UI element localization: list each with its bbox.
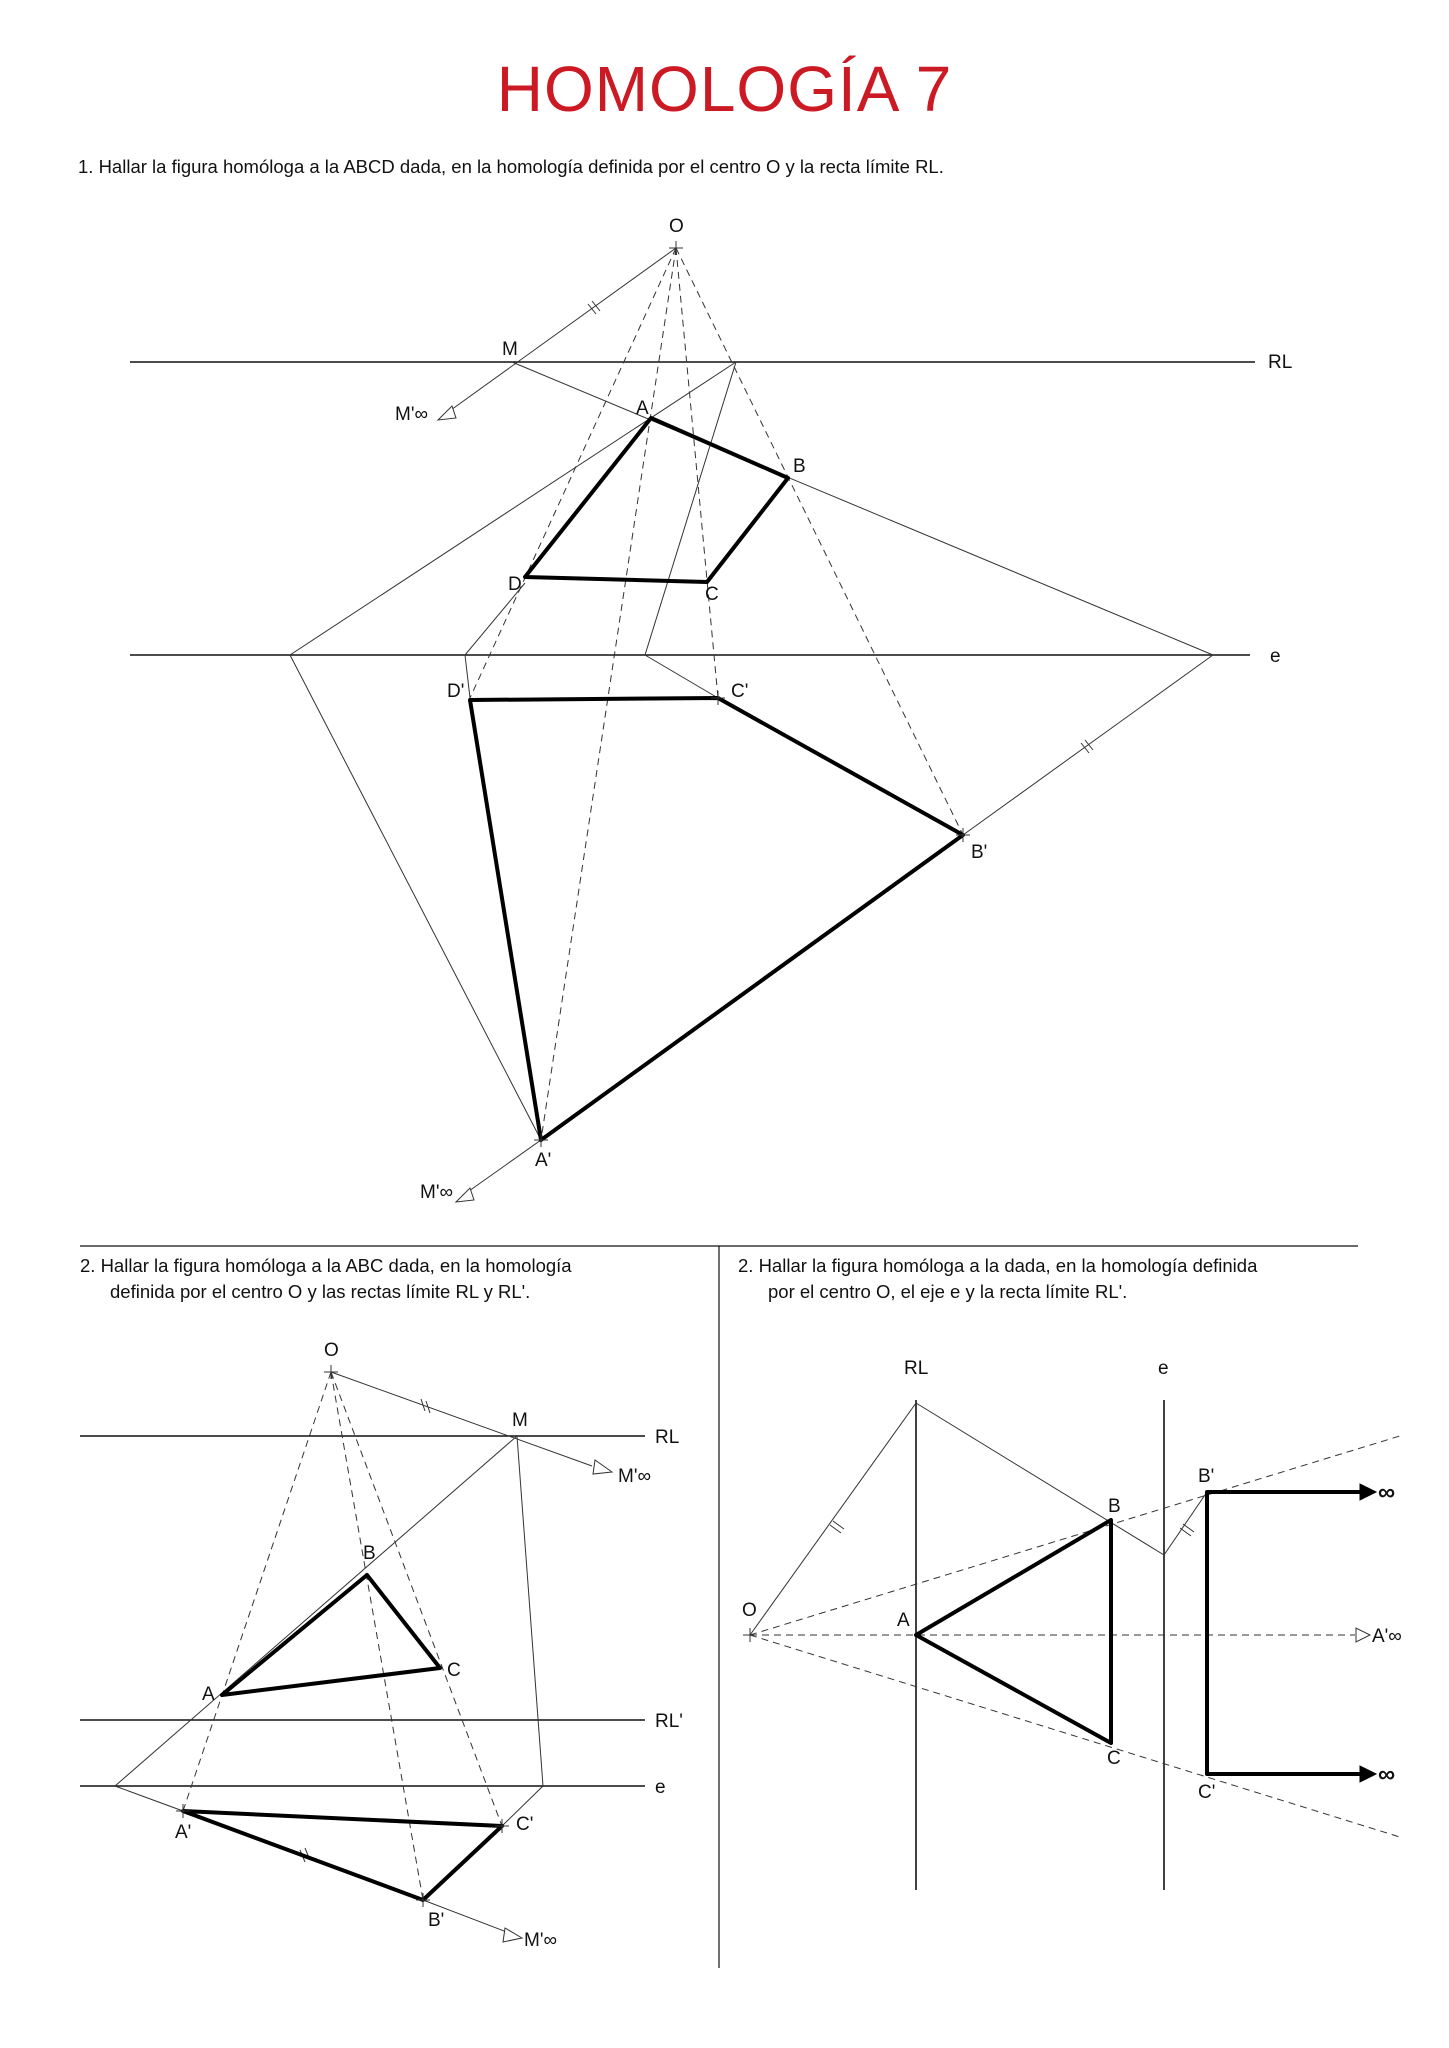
ex1-dashed-ray-c (676, 248, 718, 698)
ex3-label-cp: C' (1198, 1782, 1216, 1803)
ex1-parallel-tick-4 (1085, 740, 1093, 750)
ex3-label-c: C (1107, 1748, 1121, 1769)
ex3-label-rl: RL (904, 1358, 929, 1379)
ex1-parallel-bp (963, 655, 1213, 835)
ex2-dashed-ray-a (183, 1372, 331, 1811)
ex1-minf-bottom-arrow-icon (456, 1188, 474, 1202)
exercise-2-statement-line-1: 2. Hallar la figura homóloga a la ABC dada, en la homología (80, 1255, 572, 1276)
ex2-image-ray-ab (115, 1786, 183, 1811)
ex1-parallel-tick-3 (1081, 743, 1089, 753)
ex3-label-inf-bottom: ∞ (1378, 1761, 1396, 1788)
ex1-label-d: D (508, 574, 522, 595)
ex1-label-o: O (669, 216, 684, 237)
ex2-label-minf-bottom: M'∞ (524, 1930, 557, 1951)
ex2-label-e: e (655, 1777, 666, 1798)
ex1-dashed-ray-a (541, 248, 676, 1140)
ex3-ainf-arrow-icon (1356, 1628, 1370, 1642)
ex2-label-rlp: RL' (655, 1711, 683, 1732)
exercise-1-diagram (130, 216, 1292, 1203)
ex2-ray-ac (517, 1436, 543, 1786)
ex1-label-c: C (705, 584, 719, 605)
exercise-3-diagram (742, 1358, 1403, 1890)
ex1-label-dp: D' (447, 681, 465, 702)
ex1-label-a: A (636, 398, 649, 419)
ex1-label-minf-top: M'∞ (395, 404, 428, 425)
ex1-image-ray-d (465, 655, 470, 698)
ex3-label-a: A (897, 1610, 910, 1631)
ex1-label-ap: A' (535, 1150, 552, 1171)
ex3-label-o: O (742, 1600, 757, 1621)
exercise-2-statement-line-2: definida por el centro O y las rectas límite RL y RL'. (110, 1281, 531, 1302)
ex2-ray-ab (115, 1436, 517, 1786)
ex3-label-ainf: A'∞ (1372, 1626, 1402, 1647)
ex1-ray-m-ab (512, 362, 1213, 655)
ex2-label-c: C (447, 1660, 461, 1681)
ex2-label-a: A (202, 1684, 215, 1705)
ex3-dashed-ray-c (750, 1635, 1403, 1838)
ex2-figure-abc (222, 1575, 440, 1695)
ex1-point-marks (534, 241, 970, 1147)
page-title: HOMOLOGÍA 7 (496, 53, 953, 125)
ex1-label-b: B (793, 456, 806, 477)
ex3-image-ray (1164, 1492, 1207, 1555)
ex3-label-e: e (1158, 1358, 1169, 1379)
ex2-label-rl: RL (655, 1427, 680, 1448)
ex3-ray-rl (916, 1403, 1164, 1555)
ex3-label-inf-top: ∞ (1378, 1479, 1396, 1506)
ex3-label-b: B (1108, 1496, 1121, 1517)
ex1-label-cp: C' (731, 681, 749, 702)
ex1-parallel-o-minf (444, 248, 676, 415)
ex2-minf-bottom-arrow-icon (503, 1928, 522, 1942)
ex2-label-m: M (512, 1410, 528, 1431)
ex3-label-bp: B' (1198, 1466, 1215, 1487)
exercise-3-statement-line-2: por el centro O, el eje e y la recta límite RL'. (768, 1281, 1128, 1302)
ex2-label-bp: B' (428, 1910, 445, 1931)
ex3-parallel-o (750, 1403, 916, 1635)
ex1-figure-abcd (525, 418, 788, 582)
ex3-inf-top-arrow-icon (1360, 1484, 1376, 1500)
ex3-point-marks (743, 1628, 757, 1642)
ex1-label-minf-bottom: M'∞ (420, 1182, 453, 1203)
ex2-label-o: O (324, 1340, 339, 1361)
ex1-parallel-ap (462, 1140, 541, 1196)
exercise-2-diagram (80, 1340, 683, 1951)
ex2-label-ap: A' (175, 1822, 192, 1843)
ex3-inf-bottom-arrow-icon (1360, 1766, 1376, 1782)
ex2-minf-top-arrow-icon (593, 1460, 612, 1474)
ex1-dashed-ray-d (470, 248, 676, 698)
ex1-parallel-tick-2 (592, 301, 600, 311)
ex1-ray-ad (290, 362, 736, 655)
ex1-parallel-tick-1 (588, 304, 596, 314)
ex2-figure-homologous (183, 1811, 502, 1900)
exercise-1-statement: 1. Hallar la figura homóloga a la ABCD dada, en la homología definida por el centro O y la recta límite RL. (78, 156, 944, 177)
ex1-label-rl: RL (1268, 352, 1293, 373)
ex1-dashed-ray-b (676, 248, 963, 835)
ex2-parallel-o-minf (331, 1372, 592, 1466)
ex2-label-minf-top: M'∞ (618, 1466, 651, 1487)
exercise-3-statement-line-1: 2. Hallar la figura homóloga a la dada, en la homología definida (738, 1255, 1258, 1276)
ex2-dashed-ray-c (331, 1372, 502, 1826)
ex1-label-e: e (1270, 646, 1281, 667)
ex1-label-m: M (502, 339, 518, 360)
ex2-label-cp: C' (516, 1814, 534, 1835)
ex1-figure-homologous (470, 698, 963, 1140)
ex3-dashed-ray-b (750, 1435, 1403, 1635)
ex3-figure-homologous (1207, 1492, 1366, 1774)
ex1-label-bp: B' (971, 842, 988, 863)
ex1-image-ray-cd (645, 655, 718, 698)
ex2-label-b: B (363, 1543, 376, 1564)
ex3-figure-abc (916, 1520, 1111, 1743)
